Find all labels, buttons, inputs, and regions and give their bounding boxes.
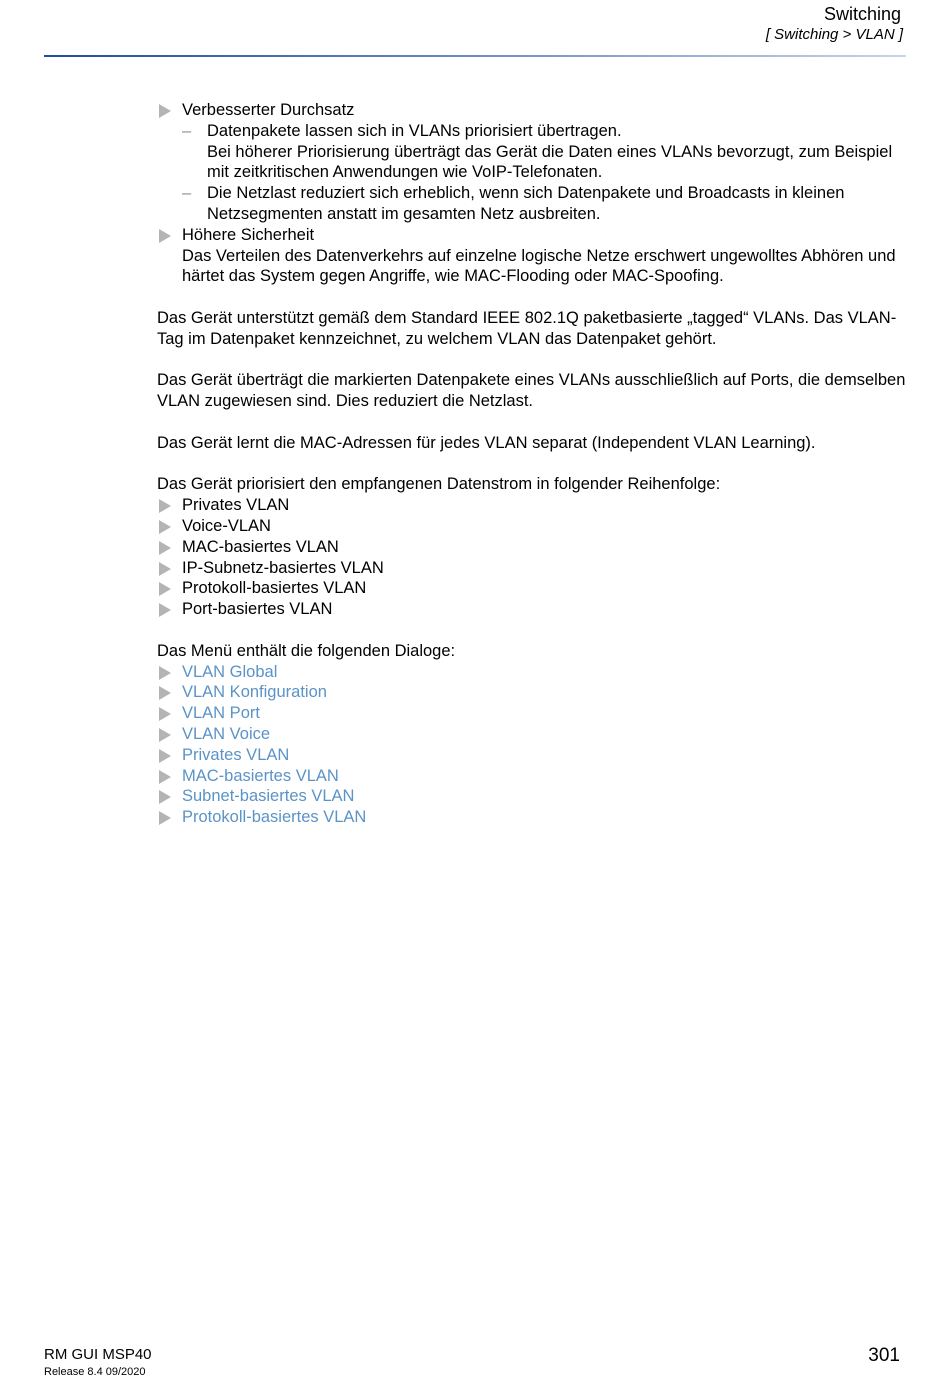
bullet-triangle-icon bbox=[159, 728, 171, 742]
link-subnet-basiertes-vlan[interactable]: Subnet-basiertes VLAN bbox=[182, 787, 355, 806]
release-info: Release 8.4 09/2020 bbox=[44, 1366, 146, 1378]
bullet-triangle-icon bbox=[159, 666, 171, 680]
list-item-label: Privates VLAN bbox=[182, 496, 290, 515]
list-item bbox=[157, 766, 907, 787]
paragraph: Das Gerät unterstützt gemäß dem Standard IEEE 802.1Q paketbasierte „tagged“ VLANs. Das VLAN-Tag im Datenpaket kennzeichnet, zu welchem VLAN das Datenpaket gehört. bbox=[157, 308, 897, 348]
bullet-triangle-icon bbox=[159, 811, 171, 825]
bullet-triangle-icon bbox=[159, 499, 171, 513]
sub-item-detail: Bei höherer Priorisierung überträgt das Gerät die Daten eines VLANs bevorzugt, zum Beispiel mit zeitkritischen Anwendungen wie VoIP-Telefonaten. bbox=[207, 142, 893, 182]
link-protokoll-basiertes-vlan[interactable]: Protokoll-basiertes VLAN bbox=[182, 808, 367, 827]
sub-item bbox=[157, 183, 907, 225]
sub-item-text: Datenpakete lassen sich in VLANs priorisiert übertragen. bbox=[207, 121, 622, 140]
bullet-triangle-icon bbox=[159, 686, 171, 700]
dash-bullet-icon: – bbox=[182, 121, 192, 140]
sub-item-text: Die Netzlast reduziert sich erheblich, wenn sich Datenpakete und Broadcasts in kleinen Netzsegmenten anstatt im gesamten Netz ausbreiten. bbox=[207, 184, 845, 223]
chapter-title: Switching bbox=[823, 4, 901, 24]
benefit-title: Höhere Sicherheit bbox=[182, 225, 315, 244]
sub-item bbox=[157, 121, 907, 183]
link-mac-basiertes-vlan[interactable]: MAC-basiertes VLAN bbox=[182, 766, 339, 785]
header-divider bbox=[44, 55, 906, 57]
benefit-title: Verbesserter Durchsatz bbox=[182, 101, 355, 119]
paragraph: Das Gerät überträgt die markierten Datenpakete eines VLANs ausschließlich auf Ports, die demselben VLAN zugewiesen sind. Dies reduziert die Netzlast. bbox=[157, 371, 906, 411]
main-content bbox=[157, 100, 907, 828]
bullet-triangle-icon bbox=[159, 790, 171, 804]
bullet-triangle-icon bbox=[159, 603, 171, 617]
bullet-triangle-icon bbox=[159, 749, 171, 763]
list-item bbox=[157, 703, 907, 724]
list-item bbox=[157, 662, 907, 683]
bullet-triangle-icon bbox=[159, 104, 171, 118]
bullet-triangle-icon bbox=[159, 520, 171, 534]
bullet-triangle-icon bbox=[159, 582, 171, 596]
dialog-links-list bbox=[157, 662, 907, 828]
list-item-label: IP-Subnetz-basiertes VLAN bbox=[182, 558, 384, 577]
list-item bbox=[157, 599, 907, 620]
paragraph: Das Gerät lernt die MAC-Adressen für jedes VLAN separat (Independent VLAN Learning). bbox=[157, 433, 816, 452]
bullet-triangle-icon bbox=[159, 770, 171, 784]
benefit-item bbox=[157, 225, 907, 246]
list-item bbox=[157, 745, 907, 766]
priority-intro: Das Gerät priorisiert den empfangenen Datenstrom in folgender Reihenfolge: bbox=[157, 475, 721, 494]
list-item bbox=[157, 682, 907, 703]
link-vlan-global[interactable]: VLAN Global bbox=[182, 662, 278, 681]
menu-intro: Das Menü enthält die folgenden Dialoge: bbox=[157, 641, 456, 660]
breadcrumb: [ Switching > VLAN ] bbox=[765, 26, 903, 43]
list-item bbox=[157, 495, 907, 516]
list-item bbox=[157, 558, 907, 579]
list-item bbox=[157, 516, 907, 537]
document-name: RM GUI MSP40 bbox=[44, 1346, 152, 1363]
list-item-label: Port-basiertes VLAN bbox=[182, 600, 333, 619]
list-item bbox=[157, 807, 907, 828]
page-number: 301 bbox=[868, 1345, 900, 1366]
bullet-triangle-icon bbox=[159, 562, 171, 576]
benefit-item bbox=[157, 100, 907, 121]
priority-list bbox=[157, 495, 907, 620]
list-item bbox=[157, 578, 907, 599]
link-privates-vlan[interactable]: Privates VLAN bbox=[182, 745, 290, 764]
benefit-description: Das Verteilen des Datenverkehrs auf einzelne logische Netze erschwert ungewolltes Abhören und härtet das System gegen Angriffe, wie MAC-Flooding oder MAC-Spoofing. bbox=[182, 246, 896, 286]
list-item-label: Voice-VLAN bbox=[182, 516, 271, 535]
list-item bbox=[157, 537, 907, 558]
bullet-triangle-icon bbox=[159, 707, 171, 721]
list-item-label: Protokoll-basiertes VLAN bbox=[182, 579, 367, 598]
dash-bullet-icon: – bbox=[182, 184, 192, 203]
link-vlan-voice[interactable]: VLAN Voice bbox=[182, 724, 271, 743]
link-vlan-konfiguration[interactable]: VLAN Konfiguration bbox=[182, 683, 327, 702]
link-vlan-port[interactable]: VLAN Port bbox=[182, 704, 260, 723]
bullet-triangle-icon bbox=[159, 229, 171, 243]
list-item-label: MAC-basiertes VLAN bbox=[182, 537, 339, 556]
bullet-triangle-icon bbox=[159, 541, 171, 555]
list-item bbox=[157, 724, 907, 745]
list-item bbox=[157, 786, 907, 807]
